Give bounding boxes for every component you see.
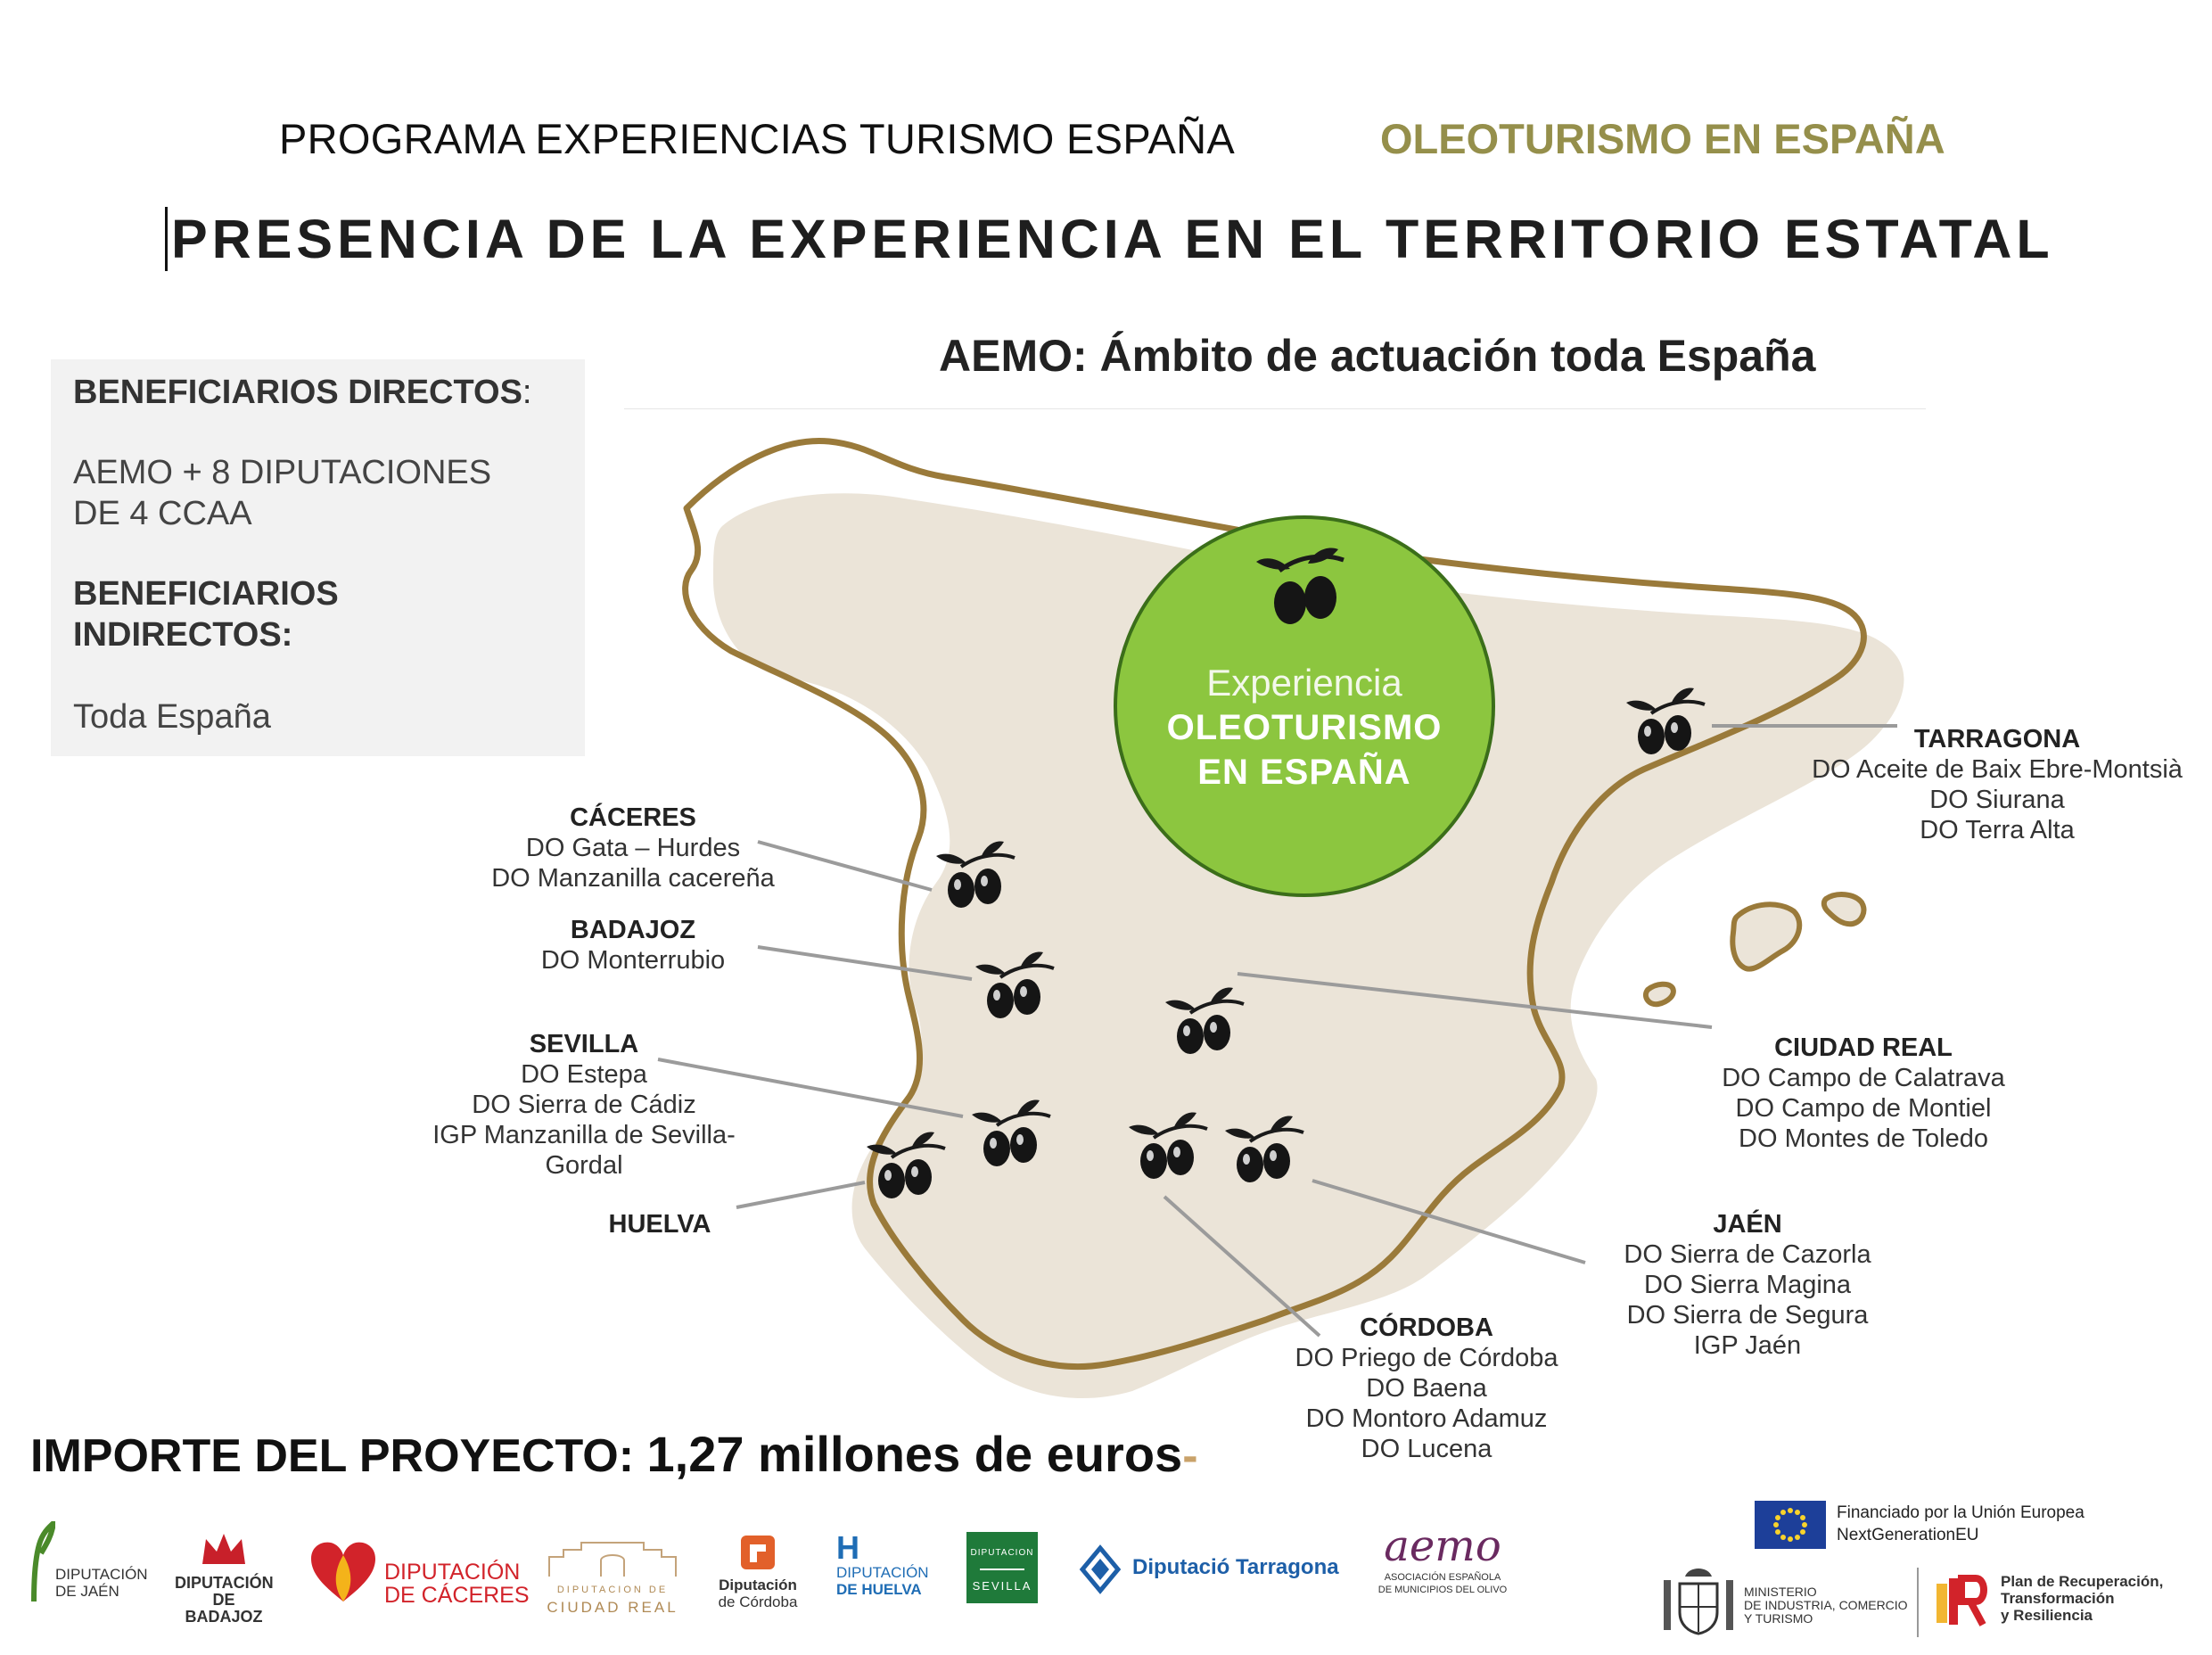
program-subtitle: OLEOTURISMO EN ESPAÑA xyxy=(1380,115,1945,162)
huelva-h-icon: H xyxy=(836,1529,859,1566)
spain-coat-of-arms-icon xyxy=(1658,1562,1739,1637)
indirect-beneficiaries-heading-1: BENEFICIARIOS xyxy=(73,575,339,613)
region-item: DO Montes de Toledo xyxy=(1739,1124,1988,1153)
region-jaen xyxy=(1596,1209,1899,1361)
region-name: CÁCERES xyxy=(570,803,696,832)
logo-text: Diputació Tarragona xyxy=(1132,1555,1339,1579)
logo-text: NextGenerationEU xyxy=(1837,1526,1979,1544)
jaen-leaf-icon xyxy=(27,1521,55,1607)
logo-text: Diputación xyxy=(719,1577,797,1593)
ciudad-real-gate-icon xyxy=(546,1537,679,1578)
region-item: DO Priego de Córdoba xyxy=(1295,1344,1558,1372)
budget-value: 1,27 millones de euros xyxy=(646,1426,1183,1482)
ibiza-island xyxy=(1646,984,1673,1005)
logo-text: DE JAÉN xyxy=(55,1583,119,1600)
logo-text: DE HUELVA xyxy=(836,1581,922,1598)
logo-text: DIPUTACIÓN xyxy=(836,1564,929,1581)
page-title: PRESENCIA DE LA EXPERIENCIA EN EL TERRITORIO ESTATAL xyxy=(165,207,2054,271)
region-item: DO Campo de Calatrava xyxy=(1722,1064,2005,1092)
region-tarragona xyxy=(1783,724,2211,845)
badge-line-1: Experiencia xyxy=(1206,662,1402,704)
logo-text: de Córdoba xyxy=(718,1593,798,1610)
region-item: DO Lucena xyxy=(1361,1435,1492,1463)
indirect-beneficiaries-value: Toda España xyxy=(73,698,271,736)
region-item: DO Estepa xyxy=(521,1060,647,1089)
region-item: DO Monterrubio xyxy=(540,946,726,975)
region-item: DO Manzanilla cacereña xyxy=(491,864,775,893)
region-item: DO Sierra de Cazorla xyxy=(1624,1240,1871,1269)
region-item: IGP Manzanilla de Sevilla- xyxy=(432,1121,736,1149)
project-budget xyxy=(30,1425,1198,1483)
region-item: DO Sierra Magina xyxy=(1643,1271,1852,1299)
logo-text: DE INDUSTRIA, COMERCIO xyxy=(1744,1598,1908,1612)
logo-text: ASOCIACIÓN ESPAÑOLA xyxy=(1384,1572,1501,1583)
badge-line-3: EN ESPAÑA xyxy=(1197,753,1411,792)
region-name: BADAJOZ xyxy=(570,916,696,944)
logo-text: y Resiliencia xyxy=(2001,1607,2093,1624)
direct-beneficiaries-line2: DE 4 CCAA xyxy=(73,495,252,532)
direct-beneficiaries-line1: AEMO + 8 DIPUTACIONES xyxy=(73,454,492,491)
direct-beneficiaries-heading: BENEFICIARIOS DIRECTOS: xyxy=(73,374,532,411)
region-name: SEVILLA xyxy=(529,1030,639,1058)
aemo-mark: aemo xyxy=(1384,1521,1501,1571)
region-ciudad-real xyxy=(1676,1033,2051,1154)
logo-text: Transformación xyxy=(2001,1590,2115,1607)
region-name: CÓRDOBA xyxy=(1360,1313,1493,1342)
divider xyxy=(1917,1568,1919,1637)
region-item: DO Aceite de Baix Ebre-Montsià xyxy=(1812,755,2183,784)
region-name: CIUDAD REAL xyxy=(1774,1033,1953,1062)
logo-text: Y TURISMO xyxy=(1744,1611,1813,1626)
tarragona-emblem-icon xyxy=(1079,1541,1122,1596)
menorca-island xyxy=(1824,894,1864,924)
logo-text: DE CÁCERES xyxy=(384,1583,530,1608)
caceres-heart-icon xyxy=(308,1537,379,1605)
cordoba-emblem-icon xyxy=(737,1532,778,1573)
region-item: DO Terra Alta xyxy=(1920,816,2075,844)
region-item: DO Montoro Adamuz xyxy=(1305,1404,1548,1433)
region-item: DO Sierra de Segura xyxy=(1626,1301,1869,1330)
logo-text: SEVILLA xyxy=(972,1579,1032,1593)
budget-dash: - xyxy=(1182,1430,1198,1482)
olive-icon xyxy=(1253,544,1360,642)
logo-text: DIPUTACIÓN xyxy=(384,1560,521,1585)
aemo-scope-title: AEMO: Ámbito de actuación toda España xyxy=(939,331,1816,381)
experience-badge xyxy=(1114,515,1495,897)
region-huelva xyxy=(553,1209,767,1239)
region-caceres xyxy=(464,803,802,893)
region-name: HUELVA xyxy=(608,1210,711,1239)
logo-text: DIPUTACIÓN xyxy=(175,1574,274,1592)
logo-text: Plan de Recuperación, xyxy=(2001,1573,2164,1590)
region-item: DO Gata – Hurdes xyxy=(525,834,741,862)
region-item: DO Siurana xyxy=(1929,786,2065,814)
logo-text: Financiado por la Unión Europea xyxy=(1837,1503,2085,1522)
logo-aemo xyxy=(1371,1521,1514,1596)
eu-funding-text xyxy=(1837,1502,2085,1546)
logo-text: CIUDAD REAL xyxy=(547,1599,678,1616)
indirect-beneficiaries-heading-2: INDIRECTOS: xyxy=(73,616,293,654)
logo-text: DIPUTACION xyxy=(970,1548,1034,1558)
region-item: Gordal xyxy=(545,1151,623,1180)
mallorca-island xyxy=(1732,904,1799,968)
region-name: JAÉN xyxy=(1713,1210,1782,1239)
budget-label: IMPORTE DEL PROYECTO: xyxy=(30,1430,647,1482)
logo-diputacion-huelva xyxy=(836,1529,934,1598)
logo-diputacion-ciudad-real xyxy=(546,1537,679,1616)
logo-diputacion-sevilla xyxy=(966,1532,1038,1603)
region-sevilla xyxy=(401,1029,767,1181)
region-name: TARRAGONA xyxy=(1913,725,2081,753)
region-item: DO Sierra de Cádiz xyxy=(472,1091,696,1119)
logo-diputacion-cordoba xyxy=(713,1532,802,1610)
logo-text: DE BADAJOZ xyxy=(185,1591,263,1626)
eu-flag-icon xyxy=(1755,1501,1826,1549)
badajoz-crown-icon xyxy=(197,1528,251,1571)
region-item: IGP Jaén xyxy=(1693,1331,1802,1360)
logo-text: DE MUNICIPIOS DEL OLIVO xyxy=(1377,1585,1508,1595)
badge-line-2: OLEOTURISMO xyxy=(1166,708,1443,747)
logo-diputacion-badajoz xyxy=(175,1528,273,1626)
region-badajoz xyxy=(499,915,767,976)
logo-text: DIPUTACIÓN xyxy=(55,1566,148,1583)
logo-text: DIPUTACION DE xyxy=(556,1585,669,1595)
plan-pr-icon xyxy=(1933,1575,1994,1628)
region-item: DO Campo de Montiel xyxy=(1735,1094,1992,1123)
logo-text: MINISTERIO xyxy=(1744,1585,1817,1599)
program-title: PROGRAMA EXPERIENCIAS TURISMO ESPAÑA xyxy=(279,115,1236,162)
divider xyxy=(980,1569,1024,1570)
eu-stars-icon xyxy=(1755,1501,1826,1549)
region-item: DO Baena xyxy=(1366,1374,1487,1403)
region-cordoba xyxy=(1266,1313,1587,1464)
